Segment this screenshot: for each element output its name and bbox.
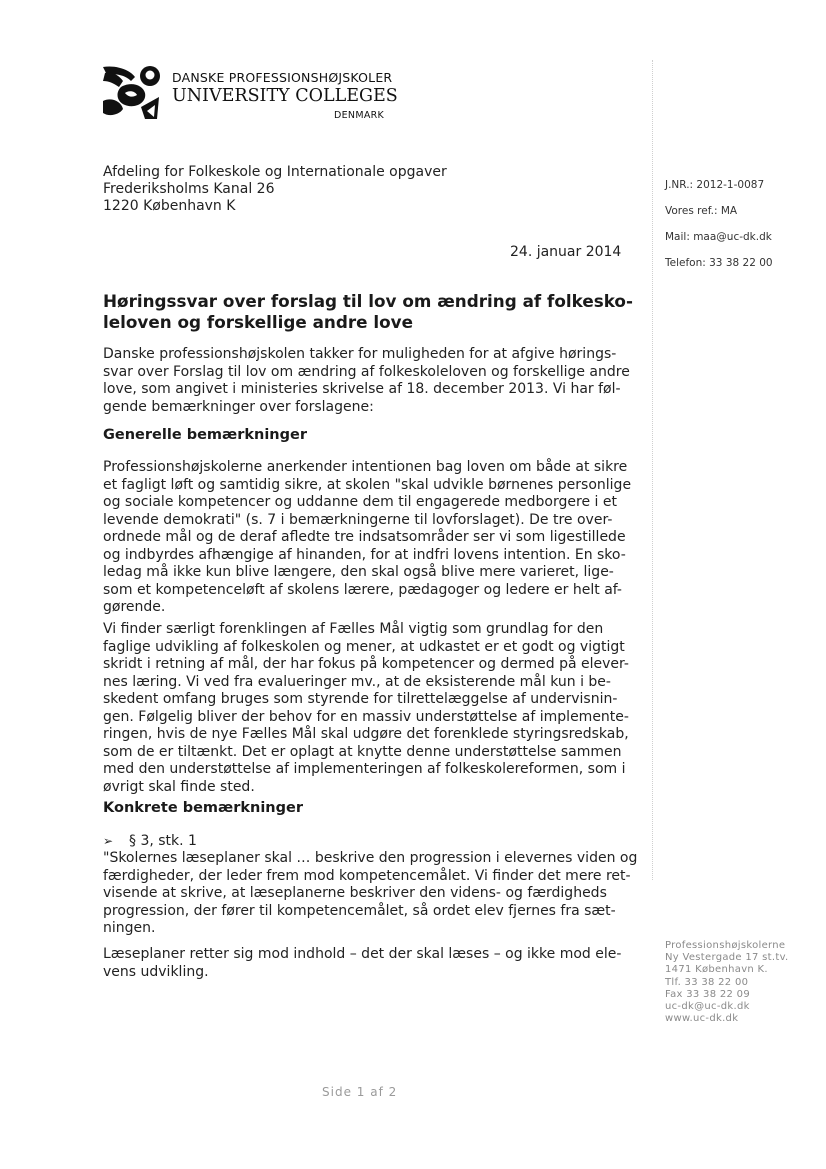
arrow-bullet-icon: ➢ [103, 834, 114, 848]
footer-line: uc-dk@uc-dk.dk [665, 1001, 750, 1013]
paragraph-line: "Skolernes læseplaner skal … beskrive den progression i elevernes viden og [103, 850, 638, 866]
specific-paragraph-1 [103, 850, 638, 938]
logo-text-danske: DANSKE PROFESSIONSHØJSKOLER [172, 70, 393, 85]
intro-paragraph [103, 346, 630, 416]
footer-line: Ny Vestergade 17 st.tv. [665, 952, 789, 964]
intro-line: Danske professionshøjskolen takker for muligheden for at afgive hørings- [103, 346, 617, 362]
title-line-2: leloven og forskellige andre love [103, 312, 413, 332]
paragraph-line: som de er tiltænkt. Det er oplagt at knytte denne understøttelse sammen [103, 743, 622, 760]
intro-line: gende bemærkninger over forslagene: [103, 398, 374, 415]
footer-line: www.uc-dk.dk [665, 1013, 739, 1025]
paragraph-line: Læseplaner retter sig mod indhold – det der skal læses – og ikke mod ele- [103, 946, 622, 962]
document-title [103, 291, 633, 333]
footer-line: 1471 København K. [665, 964, 768, 976]
paragraph-line: skedent omfang bruges som styrende for tilrettelæggelse af undervisnin- [103, 691, 618, 707]
side-divider [652, 60, 653, 880]
paragraph-line: vens udvikling. [103, 963, 209, 980]
contact-mail: Mail: maa@uc-dk.dk [665, 231, 772, 243]
paragraph-line: levende demokrati" (s. 7 i bemærkningerne til lovforslaget). De tre over- [103, 511, 613, 528]
paragraph-line: Vi finder særligt forenklingen af Fælles Mål vigtig som grundlag for den [103, 621, 604, 637]
paragraph-line: et fagligt løft og samtidig sikre, at skolen "skal udvikle børnenes personlige [103, 476, 632, 493]
university-colleges-logo [101, 63, 165, 123]
general-paragraph-1 [103, 459, 632, 617]
paragraph-line: ningen. [103, 920, 156, 936]
paragraph-line: progression, der fører til kompetencemålet, så ordet elev fjernes fra sæt- [103, 902, 616, 919]
our-reference: Vores ref.: MA [665, 205, 738, 217]
footer-line: Professionshøjskolerne [665, 940, 786, 951]
paragraph-line: nes læring. Vi ved fra evalueringer mv., at de eksisterende mål kun i be- [103, 673, 611, 690]
paragraph-line: og indbyrdes afhængige af hinanden, for at indfri lovens intention. En sko- [103, 546, 626, 563]
paragraph-line: færdigheder, der leder frem mod kompetencemålet. Vi finder det mere ret- [103, 867, 631, 884]
section-bullet [103, 833, 197, 849]
paragraph-line: gen. Følgelig bliver der behov for en massiv understøttelse af implemente- [103, 708, 629, 725]
recipient-line-1: Afdeling for Folkeskole og Internationale opgaver [103, 164, 447, 180]
footer-line: Fax 33 38 22 09 [665, 988, 750, 1000]
paragraph-line: ledag må ikke kun blive længere, den skal også blive mere varieret, lige- [103, 564, 614, 580]
letter-date: 24. januar 2014 [510, 244, 622, 260]
paragraph-line: gørende. [103, 599, 166, 615]
heading-specific: Konkrete bemærkninger [103, 800, 303, 816]
paragraph-line: skridt i retning af mål, der har fokus på kompetencer og dermed på elever- [103, 656, 629, 672]
intro-line: svar over Forslag til lov om ændring af folkeskoleloven og forskellige andre [103, 363, 630, 380]
logo-text-denmark: DENMARK [334, 110, 385, 121]
footer-line: Tlf. 33 38 22 00 [665, 976, 749, 988]
recipient-line-2: Frederiksholms Kanal 26 [103, 181, 275, 197]
paragraph-line: Professionshøjskolerne anerkender intentionen bag loven om både at sikre [103, 459, 628, 475]
general-paragraph-2 [103, 621, 629, 796]
sender-address-block [665, 940, 789, 1025]
paragraph-line: ordnede mål og de deraf afledte tre indsatsområder ser vi som ligestillede [103, 529, 626, 545]
intro-line: love, som angivet i ministeries skrivelse af 18. december 2013. Vi har føl- [103, 381, 621, 397]
logo-text-university-colleges: UNIVERSITY COLLEGES [172, 86, 398, 106]
journal-number: J.NR.: 2012-1-0087 [665, 179, 765, 191]
bullet-text: § 3, stk. 1 [129, 833, 197, 849]
paragraph-line: med den understøttelse af implementeringen af folkeskolereformen, som i [103, 761, 626, 777]
recipient-line-3: 1220 København K [103, 198, 236, 214]
title-line-1: Høringssvar over forslag til lov om ændring af folkesko- [103, 291, 633, 311]
paragraph-line: faglige udvikling af folkeskolen og mener, at udkastet er et godt og vigtigt [103, 638, 625, 655]
specific-paragraph-2 [103, 946, 623, 981]
heading-general: Generelle bemærkninger [103, 427, 307, 443]
contact-phone: Telefon: 33 38 22 00 [665, 257, 773, 269]
page-number: Side 1 af 2 [322, 1085, 398, 1099]
paragraph-line: øvrigt skal finde sted. [103, 778, 255, 795]
paragraph-line: visende at skrive, at læseplanerne beskriver den videns- og færdigheds [103, 885, 607, 901]
paragraph-line: som et kompetenceløft af skolens lærere, pædagoger og ledere er helt af- [103, 581, 622, 598]
paragraph-line: og sociale kompetencer og uddanne dem til engagerede medborgere i et [103, 494, 617, 510]
paragraph-line: ringen, hvis de nye Fælles Mål skal udgøre det forenklede styringsredskab, [103, 726, 629, 742]
